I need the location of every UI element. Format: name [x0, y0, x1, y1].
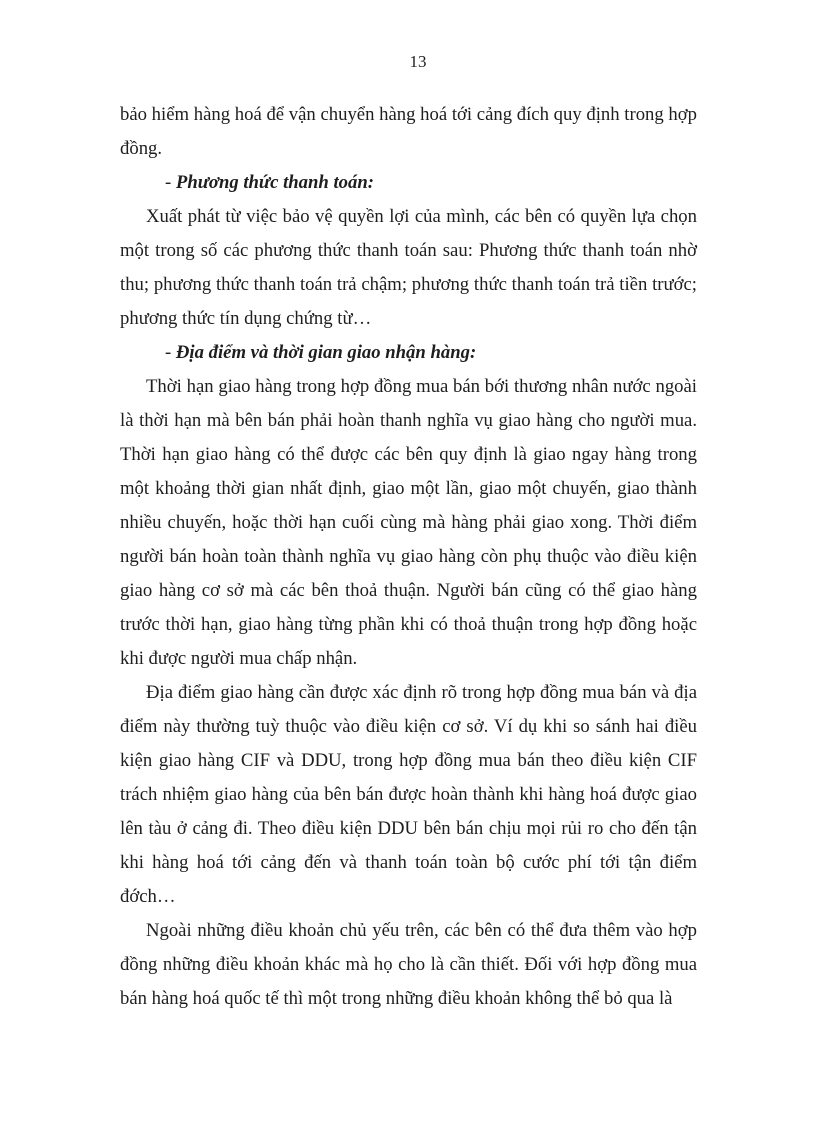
heading-payment-method-text: Phương thức thanh toán: — [175, 172, 374, 193]
body-text — [120, 98, 697, 1016]
page-number: 13 — [409, 52, 427, 71]
heading-payment-method — [120, 166, 697, 200]
heading-place-and-time-text: Địa điểm và thời gian giao nhận hàng: — [175, 342, 477, 363]
paragraph-continuation: bảo hiểm hàng hoá để vận chuyển hàng hoá tới cảng đích quy định trong hợp đồng. — [120, 104, 697, 159]
paragraph-delivery-place: Địa điểm giao hàng cần được xác định rõ trong hợp đồng mua bán và địa điểm này thường tuỳ thuộc vào điều kiện cơ sở. Ví dụ khi so sánh hai điều kiện giao hàng CIF và DDU, trong hợp đồng mua bán theo điều kiện CIF trách nhiệm giao hàng của bên bán được hoàn thành khi hàng hoá được giao lên tàu ở cảng đi. Theo điều kiện DDU bên bán chịu mọi rủi ro cho đến tận khi hàng hoá tới cảng đến và thanh toán toàn bộ cước phí tới tận điểm đớch… — [120, 682, 697, 907]
paragraph-payment: Xuất phát từ việc bảo vệ quyền lợi của mình, các bên có quyền lựa chọn một trong số các phương thức thanh toán sau: Phương thức thanh toán nhờ thu; phương thức thanh toán trả chậm; phương thức thanh toán trả tiền trước; phương thức tín dụng chứng từ… — [120, 206, 697, 329]
heading-dash: - — [165, 172, 172, 193]
heading-place-and-time — [120, 336, 697, 370]
paragraph-delivery-time: Thời hạn giao hàng trong hợp đồng mua bán bới thương nhân nước ngoài là thời hạn mà bên bán phải hoàn thanh nghĩa vụ giao hàng cho người mua. Thời hạn giao hàng có thể được các bên quy định là giao ngay hàng trong một khoảng thời gian nhất định, giao một lần, giao một chuyến, giao thành nhiều chuyến, hoặc thời hạn cuối cùng mà hàng phải giao xong. Thời điểm người bán hoàn toàn thành nghĩa vụ giao hàng còn phụ thuộc vào điều kiện giao hàng cơ sở mà các bên thoả thuận. Người bán cũng có thể giao hàng trước thời hạn, giao hàng từng phần khi có thoả thuận trong hợp đồng hoặc khi được người mua chấp nhận. — [120, 376, 697, 669]
heading-dash: - — [165, 342, 172, 363]
paragraph-other-terms: Ngoài những điều khoản chủ yếu trên, các bên có thể đưa thêm vào hợp đồng những điều khoản khác mà họ cho là cần thiết. Đối với hợp đồng mua bán hàng hoá quốc tế thì một trong những điều khoản không thể bỏ qua là — [120, 920, 697, 1009]
